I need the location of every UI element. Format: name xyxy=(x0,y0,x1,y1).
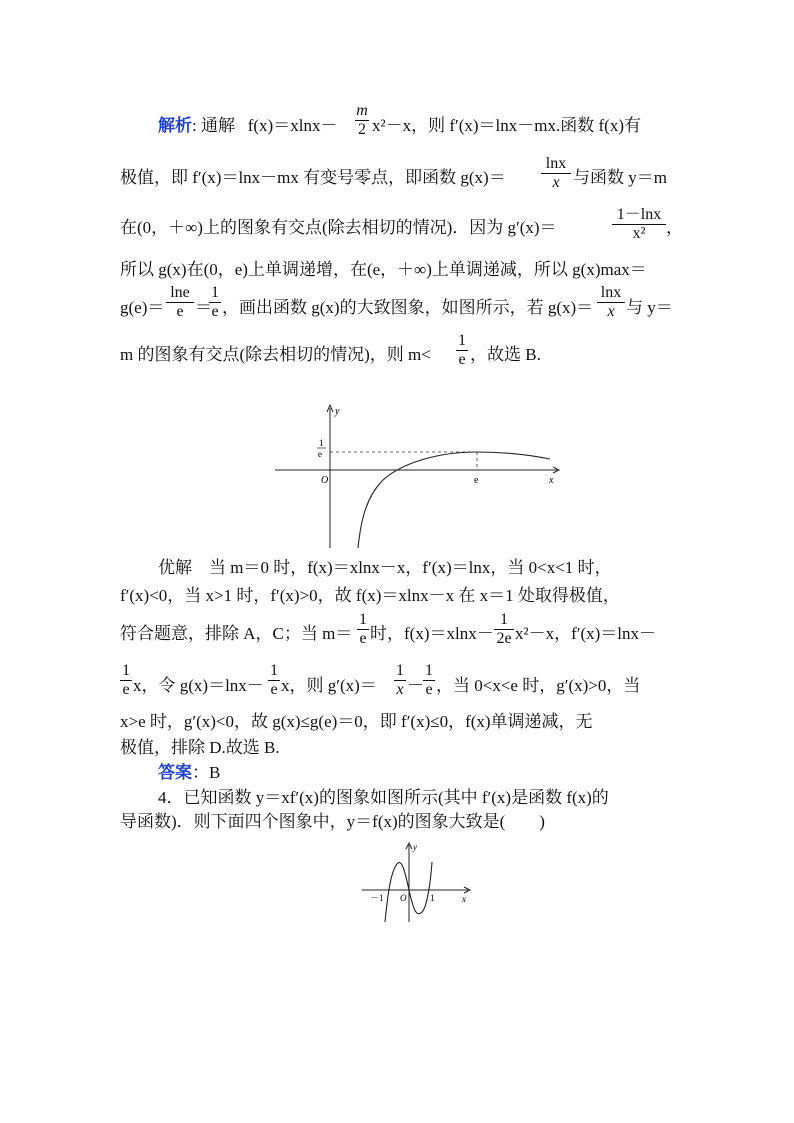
frac-den: e xyxy=(456,350,468,369)
text: ，当 0<x<e 时，g′(x)>0，当 xyxy=(436,676,641,695)
fraction xyxy=(120,662,132,699)
text: ，故选 B. xyxy=(470,345,541,364)
tick-one: 1 xyxy=(430,893,435,903)
analysis-line-6: m 的图象有交点(除去相切的情况)，则 m< xyxy=(120,345,431,364)
text: x，则 g′(x)＝ xyxy=(281,676,377,695)
graph-g-of-x xyxy=(275,400,565,550)
y-axis-label: y xyxy=(413,842,417,852)
analysis-line-4: 所以 g(x)在(0，e)上单调递增，在(e，＋∞)上单调递减，所以 g(x)max＝ xyxy=(120,260,647,279)
fraction xyxy=(612,206,666,243)
frac-num: 1－lnx xyxy=(616,206,662,223)
fraction xyxy=(268,662,280,699)
method2-line-4: x，令 g(x)＝lnx－ xyxy=(133,676,264,695)
method2-line-5: x>e 时，g′(x)<0，故 g(x)≤g(e)＝0，即 f′(x)≤0，f(x)单调递减，无 xyxy=(120,712,593,731)
analysis-line-3: 在(0，＋∞)上的图象有交点(除去相切的情况)．因为 g′(x)＝ xyxy=(120,218,557,237)
frac-num: 1 xyxy=(500,611,508,628)
text: ，画出函数 g(x)的大致图象，如图所示，若 g(x)＝ xyxy=(222,298,594,317)
method2-line-1: 优解 当 m＝0 时，f(x)＝xlnx－x，f′(x)＝lnx，当 0<x<1 时， xyxy=(158,558,612,577)
frac-num: 1 xyxy=(458,332,466,349)
fraction xyxy=(357,611,369,648)
frac-den: e xyxy=(268,680,280,699)
frac-num: lnx xyxy=(545,155,567,172)
g-curve xyxy=(358,452,550,548)
fraction xyxy=(355,102,369,139)
fraction xyxy=(541,155,571,192)
fraction xyxy=(394,662,406,699)
frac-num: 1 xyxy=(270,662,278,679)
frac-den: e xyxy=(209,302,221,321)
fraction xyxy=(423,662,435,699)
question-4-line-1: 4．已知函数 y＝xf′(x)的图象如图所示(其中 f′(x)是函数 f(x)的 xyxy=(158,788,609,807)
frac-den: x² xyxy=(612,224,666,243)
text: － xyxy=(407,676,424,695)
analysis-line-1: 解析: 通解 f(x)＝xlnx－ xyxy=(158,116,338,135)
frac-den: e xyxy=(357,629,369,648)
origin-label: O xyxy=(321,475,329,486)
origin-label: O xyxy=(400,893,407,903)
method1-label: 通解 xyxy=(200,116,235,135)
text: ＝ xyxy=(195,298,212,317)
tick-x-e: e xyxy=(474,475,479,486)
fraction xyxy=(166,284,194,321)
method2-line-3: 符合题意，排除 A，C；当 m＝ xyxy=(120,624,353,643)
fraction xyxy=(597,284,625,321)
frac-num: lnx xyxy=(600,284,622,301)
frac-den: 2e xyxy=(494,629,514,648)
frac-den: e xyxy=(120,680,132,699)
tick-neg-one: －1 xyxy=(370,893,384,903)
text: ， xyxy=(666,218,683,237)
fraction xyxy=(456,332,468,369)
answer-line xyxy=(158,763,220,783)
text: x²－x，f′(x)＝lnx－ xyxy=(515,624,657,643)
frac-den: 2 xyxy=(355,120,369,139)
text: 与 y＝ xyxy=(626,298,673,317)
x-axis-label: x xyxy=(549,475,554,486)
method2-line-2: f′(x)<0，当 x>1 时，f′(x)>0，故 f(x)＝xlnx－x 在 x＝1 处取得极值， xyxy=(120,586,620,605)
frac-num: lne xyxy=(170,284,190,301)
frac-num: 1 xyxy=(122,662,130,679)
answer-label: 答案 xyxy=(158,763,192,782)
frac-num: 1 xyxy=(211,284,219,301)
text: x²－x，则 f′(x)＝lnx－mx.函数 f(x)有 xyxy=(372,116,641,135)
frac-num: 1 xyxy=(396,662,404,679)
fraction xyxy=(494,611,514,648)
y-axis-label: y xyxy=(335,406,340,417)
answer-value: ：B xyxy=(192,763,221,782)
analysis-line-2: 极值，即 f′(x)＝lnx－mx 有变号零点，即函数 g(x)＝ xyxy=(120,168,506,187)
analysis-label: 解析 xyxy=(158,116,192,135)
text: f(x)＝xlnx－ xyxy=(247,116,338,135)
frac-den: x xyxy=(597,302,625,321)
tick-y-num: 1 xyxy=(319,438,324,448)
analysis-line-5: g(e)＝ xyxy=(120,298,165,317)
frac-den: e xyxy=(423,680,435,699)
frac-den: x xyxy=(541,173,571,192)
frac-num: 1 xyxy=(359,611,367,628)
frac-num: m xyxy=(356,102,368,119)
fraction xyxy=(209,284,221,321)
graph-xfprime xyxy=(360,842,472,924)
frac-num: 1 xyxy=(425,662,433,679)
text: 时，f(x)＝xlnx－ xyxy=(370,624,494,643)
x-axis-label: x xyxy=(462,894,466,904)
text: 与函数 y＝m xyxy=(573,168,667,187)
tick-y-den: e xyxy=(318,449,322,459)
frac-den: e xyxy=(166,302,194,321)
question-4-line-2: 导函数)．则下面四个图象中，y＝f(x)的图象大致是( ) xyxy=(120,812,545,831)
method2-line-6: 极值，排除 D.故选 B. xyxy=(120,738,280,757)
frac-den: x xyxy=(394,680,406,699)
